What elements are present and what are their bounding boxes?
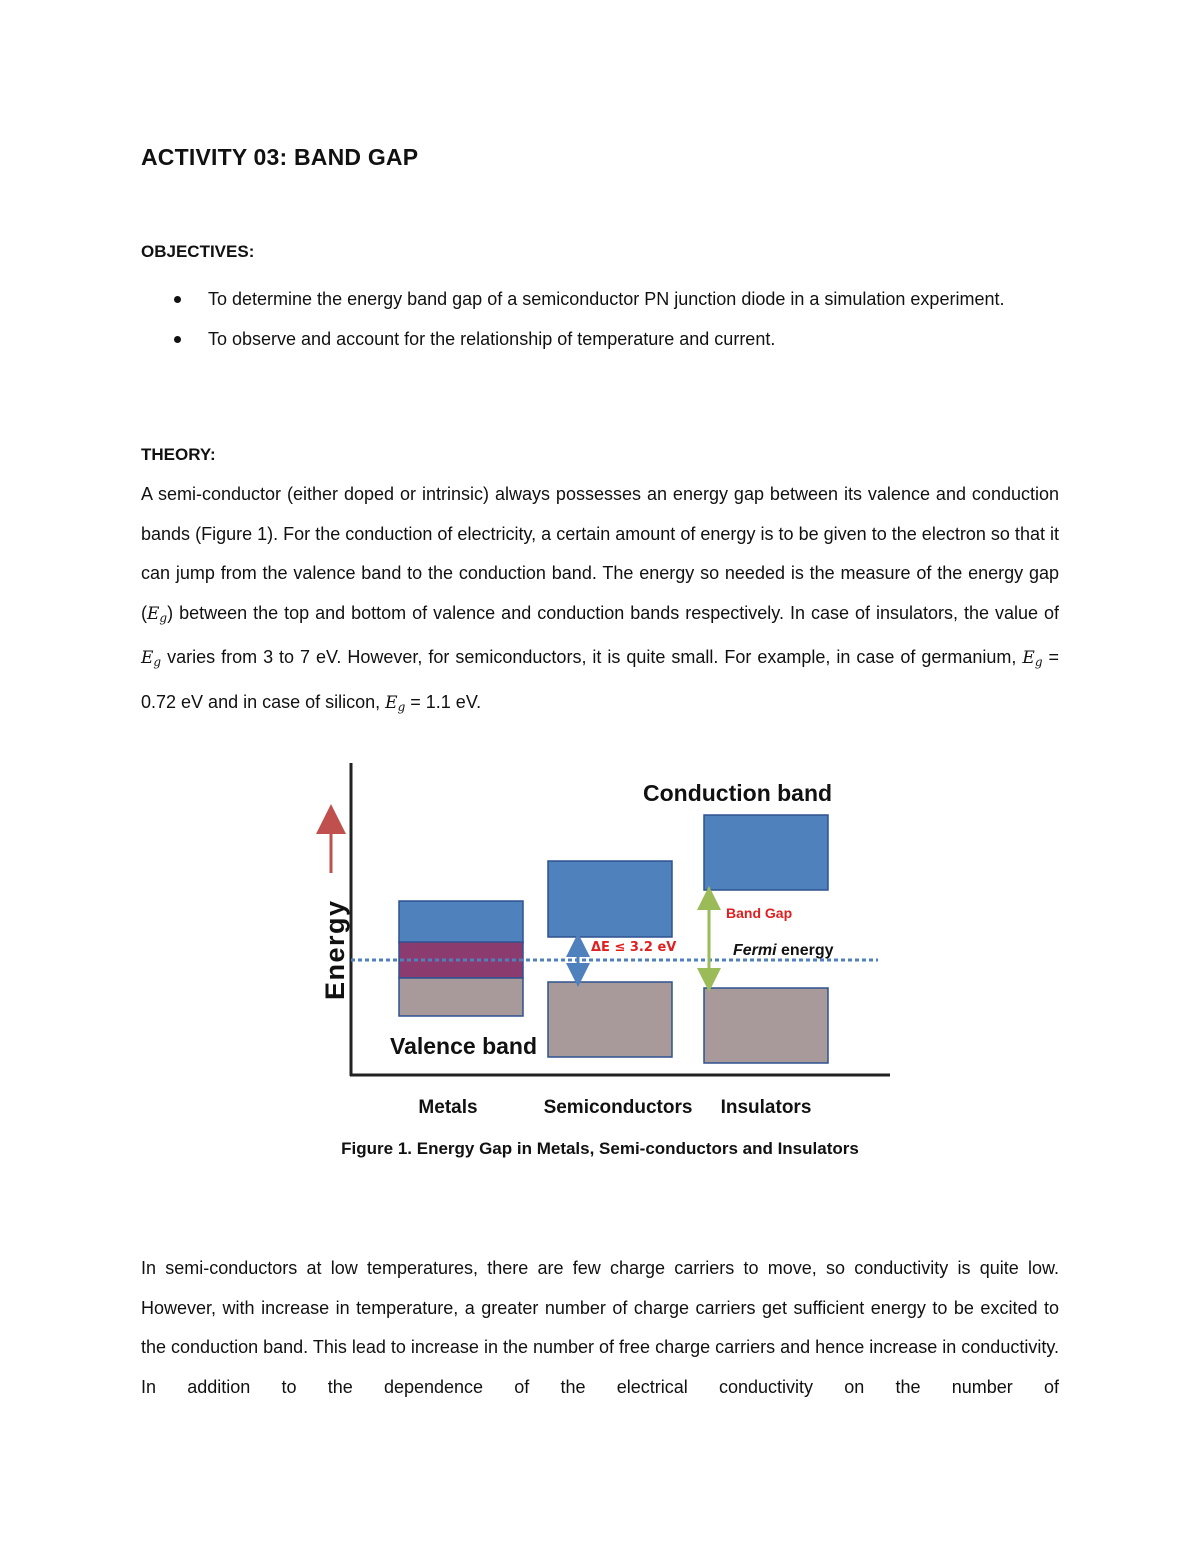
category-label-insulators: Insulators	[720, 1097, 812, 1118]
energy-gap-symbol: $E_g$	[141, 648, 162, 670]
figure-caption: Figure 1. Energy Gap in Metals, Semi-conductors and Insulators	[341, 1139, 859, 1158]
band-gap-label: Band Gap	[726, 905, 793, 921]
insulators-conduction-band	[704, 815, 828, 890]
band-gap-figure	[300, 755, 900, 1125]
category-label-semiconductors: Semiconductors	[543, 1097, 693, 1118]
delta-e-label: ΔE ≤ 3.2 eV	[591, 940, 677, 955]
theory-paragraph-2: In semi-conductors at low temperatures, there are few charge carriers to move, so conductivity is quite low. However, with increase in temperature, a greater number of charge carriers get sufficient energy to be excited to the conduction band. This lead to increase in the number of free charge carriers and hence increase in conductivity. In addition to the dependence of the electrical conductivity on the number of	[141, 1258, 1059, 1397]
category-label-metals: Metals	[418, 1097, 478, 1118]
theory-paragraph-1	[141, 475, 1059, 728]
metals-conduction-band	[399, 901, 523, 943]
bullet-icon	[174, 336, 181, 343]
theory-heading: THEORY:	[141, 445, 216, 464]
list-item	[141, 320, 1059, 360]
bullet-icon	[174, 296, 181, 303]
text-run: ) between the top and bottom of valence and conduction bands respectively. In case of insulators, the value of	[167, 602, 1059, 623]
conduction-band-label: Conduction band	[643, 780, 833, 806]
text-run: = 0.72 eV and in case of silicon,	[141, 647, 1059, 712]
page-title: ACTIVITY 03: BAND GAP	[141, 144, 419, 170]
list-item	[141, 280, 1059, 320]
list-item-text: To determine the energy band gap of a semiconductor PN junction diode in a simulation experiment.	[208, 289, 1005, 309]
text-run: A semi-conductor (either doped or intrinsic) always possesses an energy gap between its valence and conduction bands (Figure 1). For the conduction of electricity, a certain amount of energy is to be given to the electron so that it can jump from the valence band to the conduction band. The energy so needed is the measure of the energy gap (	[141, 484, 1059, 623]
objectives-heading: OBJECTIVES:	[141, 242, 255, 261]
valence-band-label: Valence band	[390, 1033, 538, 1059]
metals-valence-band	[399, 978, 523, 1016]
energy-gap-symbol: $E_g$	[385, 692, 406, 714]
energy-gap-symbol: $E_g$	[1022, 648, 1043, 670]
objectives-list	[141, 280, 1059, 359]
insulators-valence-band	[704, 988, 828, 1063]
semiconductors-valence-band	[548, 982, 672, 1057]
list-item-text: To observe and account for the relationship of temperature and current.	[208, 328, 776, 349]
y-axis-label: Energy	[320, 899, 350, 1000]
energy-gap-symbol: $E_g$	[147, 603, 168, 625]
semiconductors-conduction-band	[548, 861, 672, 937]
fermi-energy-label: Fermi energy	[733, 942, 834, 959]
text-run: varies from 3 to 7 eV. However, for semiconductors, it is quite small. For example, in case of germanium,	[161, 647, 1023, 668]
text-run: = 1.1 eV.	[405, 691, 482, 712]
